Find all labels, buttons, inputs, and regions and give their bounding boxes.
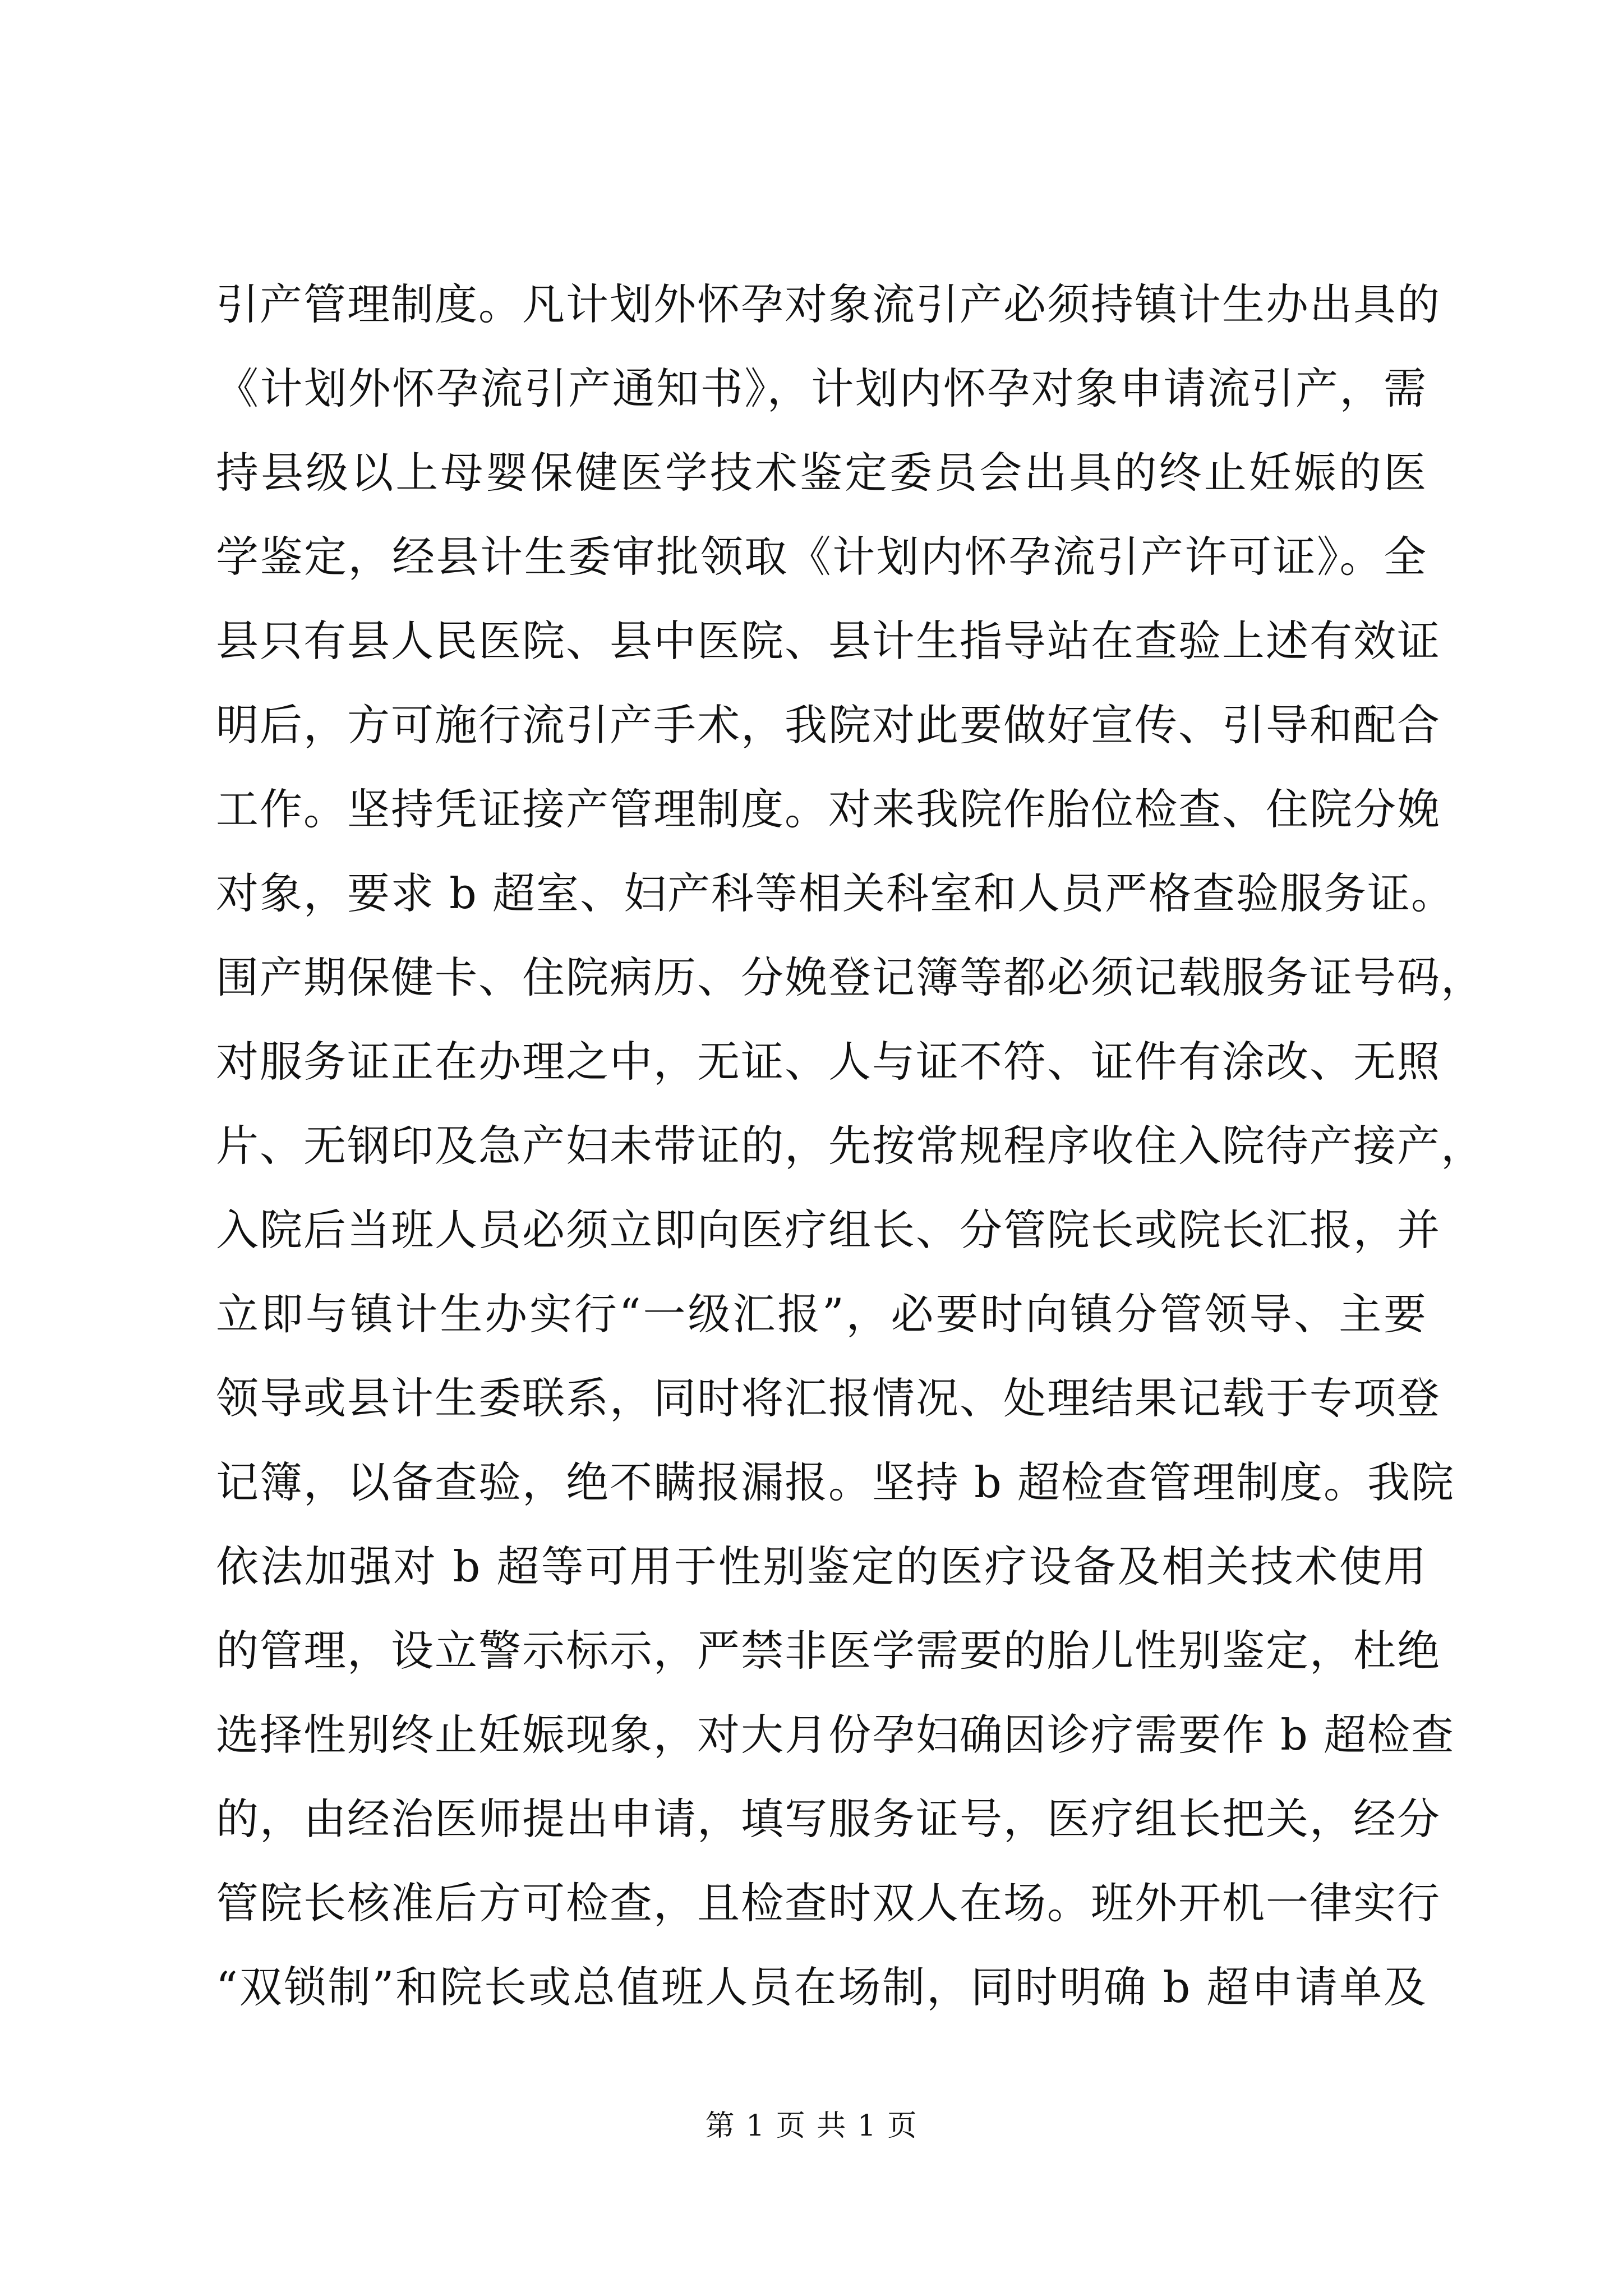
text-line: 记簿，以备查验，绝不瞒报漏报。坚持 b 超检查管理制度。我院 bbox=[216, 1457, 1455, 1507]
text-line: 入院后当班人员必须立即向医疗组长、分管院长或院长汇报，并 bbox=[216, 1205, 1441, 1255]
text-line: 持县级以上母婴保健医学技术鉴定委员会出具的终止妊娠的医 bbox=[216, 448, 1427, 498]
text-line: 的，由经治医师提出申请，填写服务证号，医疗组长把关，经分 bbox=[216, 1794, 1441, 1844]
document-body bbox=[216, 263, 1484, 2030]
text-line: 管院长核准后方可检查，且检查时双人在场。班外开机一律实行 bbox=[216, 1878, 1441, 1928]
text-line: 对象，要求 b 超室、妇产科等相关科室和人员严格查验服务证。 bbox=[216, 868, 1455, 918]
text-line: 学鉴定，经县计生委审批领取《计划内怀孕流引产许可证》。全 bbox=[216, 532, 1427, 582]
text-line: 对服务证正在办理之中，无证、人与证不符、证件有涂改、无照 bbox=[216, 1037, 1441, 1087]
text-line: 选择性别终止妊娠现象，对大月份孕妇确因诊疗需要作 b 超检查 bbox=[216, 1710, 1455, 1760]
text-line: 依法加强对 b 超等可用于性别鉴定的医疗设备及相关技术使用 bbox=[216, 1542, 1427, 1591]
text-line: 工作。坚持凭证接产管理制度。对来我院作胎位检查、住院分娩 bbox=[216, 784, 1441, 834]
page-footer bbox=[0, 2106, 1623, 2146]
text-line: “双锁制”和院长或总值班人员在场制，同时明确 b 超申请单及 bbox=[216, 1962, 1427, 2012]
text-line: 的管理，设立警示标示，严禁非医学需要的胎儿性别鉴定，杜绝 bbox=[216, 1626, 1441, 1676]
text-line: 立即与镇计生办实行“一级汇报”，必要时向镇分管领导、主要 bbox=[216, 1289, 1427, 1339]
page-number-label: 第 1 页 共 1 页 bbox=[705, 2109, 918, 2143]
text-line: 领导或县计生委联系，同时将汇报情况、处理结果记载于专项登 bbox=[216, 1373, 1441, 1423]
text-line: 《计划外怀孕流引产通知书》，计划内怀孕对象申请流引产，需 bbox=[216, 364, 1427, 413]
text-line: 片、无钢印及急产妇未带证的，先按常规程序收住入院待产接产， bbox=[216, 1121, 1484, 1171]
text-line: 明后，方可施行流引产手术，我院对此要做好宣传、引导和配合 bbox=[216, 700, 1441, 750]
text-line: 县只有县人民医院、县中医院、县计生指导站在查验上述有效证 bbox=[216, 616, 1441, 666]
text-line: 围产期保健卡、住院病历、分娩登记簿等都必须记载服务证号码， bbox=[216, 953, 1484, 1002]
text-line: 引产管理制度。凡计划外怀孕对象流引产必须持镇计生办出具的 bbox=[216, 279, 1441, 329]
